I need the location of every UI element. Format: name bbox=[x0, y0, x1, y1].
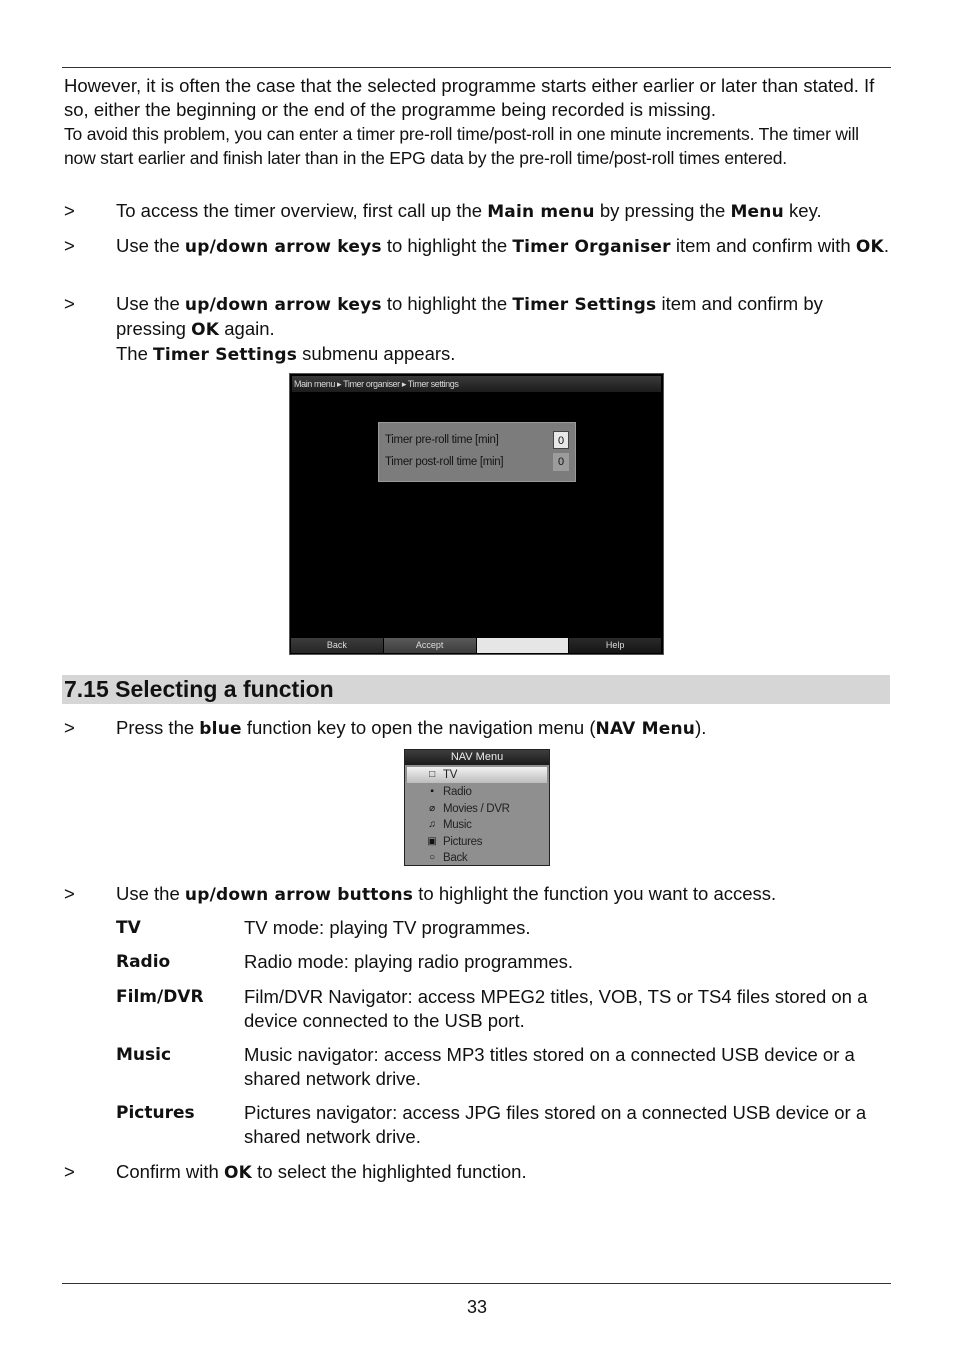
nav-item-back[interactable] bbox=[407, 850, 547, 866]
music-note-icon: ♫ bbox=[428, 819, 436, 830]
nav-menu-title: NAV Menu bbox=[405, 750, 549, 765]
page-number: 33 bbox=[466, 1297, 488, 1317]
step-timer-settings bbox=[64, 292, 890, 367]
step-marker: > bbox=[64, 883, 75, 904]
nav-item-label: Pictures bbox=[443, 836, 483, 848]
definition-term: TV bbox=[116, 918, 141, 938]
radio-icon: ▪ bbox=[430, 786, 434, 797]
nav-item-tv[interactable] bbox=[407, 767, 547, 783]
nav-item-pictures[interactable] bbox=[407, 834, 547, 850]
definition-term: Pictures bbox=[116, 1103, 195, 1123]
definition-description: Radio mode: playing radio programmes. bbox=[244, 951, 574, 972]
intro-paragraph-1: However, it is often the case that the selected programme starts either earlier or later than stated. If so, either the beginning or the end of the programme being recorded is missing. bbox=[64, 75, 875, 120]
pre-roll-row[interactable] bbox=[385, 430, 498, 450]
picture-icon: ▣ bbox=[427, 836, 437, 847]
definition-term: Film/DVR bbox=[116, 987, 204, 1007]
bottom-rule bbox=[62, 1283, 891, 1284]
step-text: Use the up/down arrow keys to highlight the Timer Settings item and confirm by pressing OK again. The Timer Settings submenu appears. bbox=[116, 293, 823, 365]
post-roll-label: Timer post-roll time [min] bbox=[385, 456, 504, 468]
definition-pictures bbox=[116, 1101, 890, 1149]
step-marker: > bbox=[64, 235, 75, 256]
accept-button[interactable]: Accept bbox=[384, 638, 477, 653]
step-text: Press the blue function key to open the navigation menu (NAV Menu). bbox=[116, 717, 707, 739]
definition-description: Music navigator: access MP3 titles stored on a connected USB device or a shared network drive. bbox=[244, 1044, 855, 1089]
section-heading: 7.15 Selecting a function bbox=[62, 675, 890, 704]
definition-description: Film/DVR Navigator: access MPEG2 titles, VOB, TS or TS4 files stored on a device connected to the USB port. bbox=[244, 986, 868, 1031]
step-highlight-function bbox=[64, 882, 890, 907]
timer-settings-panel bbox=[378, 422, 576, 482]
definition-tv bbox=[116, 916, 890, 940]
definition-description: TV mode: playing TV programmes. bbox=[244, 917, 531, 938]
step-marker: > bbox=[64, 293, 75, 314]
definition-term: Radio bbox=[116, 952, 171, 972]
help-button[interactable]: Help bbox=[569, 638, 662, 653]
step-marker: > bbox=[64, 200, 75, 221]
step-timer-organiser bbox=[64, 234, 890, 259]
nav-item-label: Radio bbox=[443, 786, 472, 798]
definition-term: Music bbox=[116, 1045, 172, 1065]
breadcrumb: Main menu ▸ Timer organiser ▸ Timer settings bbox=[292, 376, 661, 392]
timer-settings-screenshot bbox=[289, 373, 664, 655]
definition-film-dvr bbox=[116, 985, 890, 1033]
definition-description: Pictures navigator: access JPG files stored on a connected USB device or a shared network drive. bbox=[244, 1102, 867, 1147]
step-text: Use the up/down arrow buttons to highlight the function you want to access. bbox=[116, 883, 777, 905]
function-key-bar bbox=[291, 638, 662, 653]
pre-roll-value[interactable]: 0 bbox=[553, 431, 569, 449]
tv-icon: □ bbox=[429, 769, 435, 780]
step-text: Confirm with OK to select the highlighted function. bbox=[116, 1161, 527, 1183]
back-button[interactable]: Back bbox=[291, 638, 384, 653]
top-rule bbox=[62, 67, 891, 68]
intro-paragraph-2: To avoid this problem, you can enter a timer pre-roll time/post-roll in one minute increments. The timer will now start earlier and finish later than in the EPG data by the pre-roll time/post-roll times entered. bbox=[64, 124, 859, 168]
step-text: Use the up/down arrow keys to highlight the Timer Organiser item and confirm with OK. bbox=[116, 235, 889, 257]
nav-item-radio[interactable] bbox=[407, 784, 547, 800]
post-roll-value[interactable]: 0 bbox=[553, 453, 569, 471]
nav-item-movies-dvr[interactable] bbox=[407, 801, 547, 817]
nav-item-label: Movies / DVR bbox=[443, 803, 510, 815]
post-roll-row[interactable] bbox=[385, 452, 503, 472]
step-main-menu bbox=[64, 199, 890, 224]
step-marker: > bbox=[64, 717, 75, 738]
step-confirm bbox=[64, 1160, 890, 1185]
nav-menu-screenshot bbox=[404, 749, 550, 866]
definition-radio bbox=[116, 950, 890, 974]
disc-icon: ⌀ bbox=[429, 803, 435, 814]
step-text: To access the timer overview, first call up the Main menu by pressing the Menu key. bbox=[116, 200, 822, 222]
nav-item-label: TV bbox=[443, 769, 458, 781]
nav-item-music[interactable] bbox=[407, 817, 547, 833]
back-icon: ○ bbox=[429, 852, 435, 863]
step-open-nav-menu bbox=[64, 716, 890, 741]
step-marker: > bbox=[64, 1161, 75, 1182]
pre-roll-label: Timer pre-roll time [min] bbox=[385, 434, 499, 446]
yellow-key-button[interactable] bbox=[477, 638, 570, 653]
nav-item-label: Back bbox=[443, 852, 468, 864]
definition-music bbox=[116, 1043, 890, 1091]
nav-item-label: Music bbox=[443, 819, 472, 831]
